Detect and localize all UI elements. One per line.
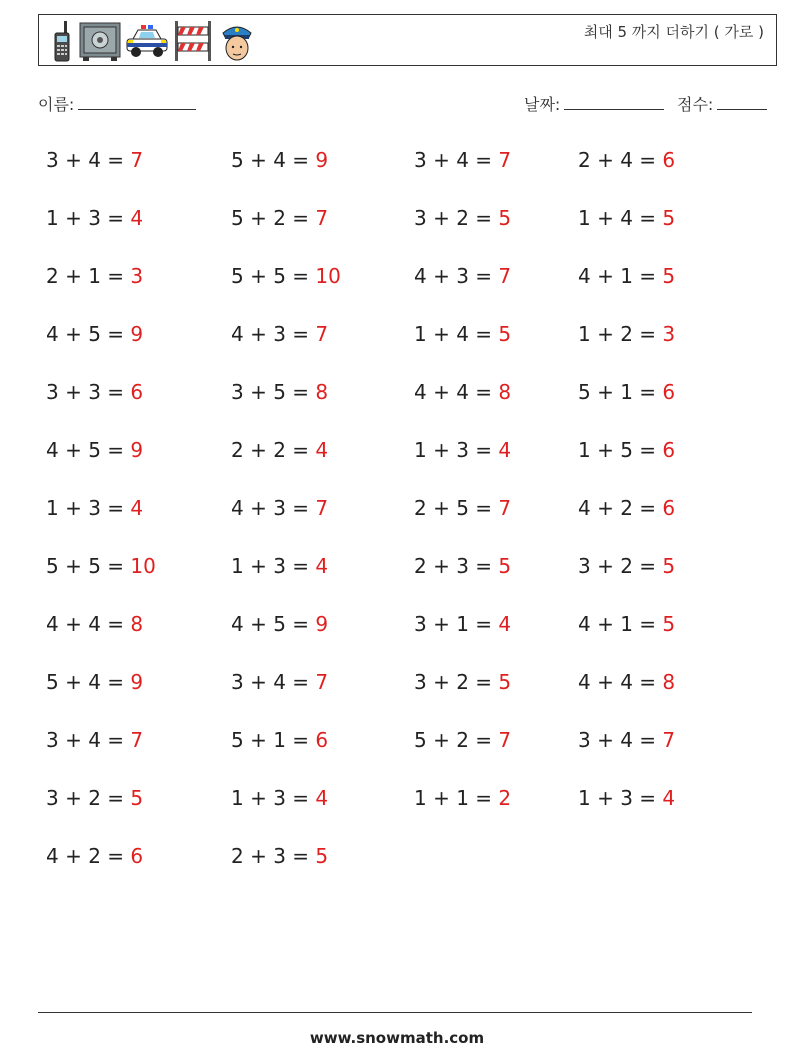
problem-answer: 4 (315, 438, 329, 462)
problem-answer: 7 (315, 322, 329, 346)
problem-expression: 3 + 2 = (46, 786, 131, 810)
problem-expression: 1 + 3 = (414, 438, 499, 462)
problem-item (578, 380, 675, 404)
problem-item (414, 554, 511, 578)
problem-expression: 1 + 3 = (231, 786, 316, 810)
problem-answer: 9 (315, 148, 329, 172)
problem-item (578, 438, 675, 462)
problem-expression: 4 + 4 = (46, 612, 131, 636)
problem-expression: 3 + 2 = (414, 206, 499, 230)
problem-answer: 9 (315, 612, 329, 636)
problem-expression: 1 + 3 = (46, 496, 131, 520)
problem-item (414, 438, 511, 462)
problem-item (414, 380, 511, 404)
problem-item (414, 728, 511, 752)
problem-item (46, 206, 143, 230)
problem-expression: 2 + 2 = (231, 438, 316, 462)
problem-item (578, 554, 675, 578)
problem-answer: 5 (315, 844, 329, 868)
problem-item (231, 148, 328, 172)
problem-expression: 3 + 4 = (578, 728, 663, 752)
problem-expression: 5 + 5 = (231, 264, 316, 288)
problem-item (231, 670, 328, 694)
problem-expression: 3 + 4 = (46, 148, 131, 172)
problem-item (231, 554, 328, 578)
problem-expression: 1 + 4 = (578, 206, 663, 230)
problem-answer: 5 (130, 786, 144, 810)
problem-answer: 6 (130, 844, 144, 868)
problem-item (414, 612, 511, 636)
problem-answer: 2 (498, 786, 512, 810)
problem-answer: 7 (498, 148, 512, 172)
problem-answer: 8 (498, 380, 512, 404)
problem-expression: 4 + 2 = (46, 844, 131, 868)
problem-expression: 5 + 5 = (46, 554, 131, 578)
score-label: 점수: (677, 95, 714, 114)
problem-expression: 3 + 1 = (414, 612, 499, 636)
problem-answer: 5 (662, 612, 676, 636)
problem-expression: 1 + 3 = (231, 554, 316, 578)
problem-item (231, 496, 328, 520)
problem-item (231, 728, 328, 752)
problem-expression: 1 + 3 = (578, 786, 663, 810)
problem-answer: 9 (130, 322, 144, 346)
problem-answer: 4 (315, 786, 329, 810)
problem-item (46, 554, 156, 578)
problem-answer: 4 (130, 206, 144, 230)
problem-expression: 2 + 5 = (414, 496, 499, 520)
problem-expression: 4 + 5 = (46, 322, 131, 346)
problem-answer: 7 (498, 728, 512, 752)
problem-expression: 1 + 2 = (578, 322, 663, 346)
problem-item (578, 206, 675, 230)
problem-item (231, 380, 328, 404)
problem-answer: 6 (662, 438, 676, 462)
problem-item (414, 786, 511, 810)
problem-expression: 2 + 3 = (231, 844, 316, 868)
problem-item (578, 786, 675, 810)
problem-answer: 7 (130, 148, 144, 172)
problem-expression: 4 + 4 = (414, 380, 499, 404)
problem-item (578, 496, 675, 520)
problem-expression: 4 + 5 = (231, 612, 316, 636)
problem-answer: 5 (498, 206, 512, 230)
problem-item (578, 612, 675, 636)
problem-expression: 1 + 4 = (414, 322, 499, 346)
problem-answer: 6 (130, 380, 144, 404)
problem-item (231, 264, 341, 288)
problem-item (578, 728, 675, 752)
problem-item (231, 206, 328, 230)
problem-expression: 3 + 2 = (414, 670, 499, 694)
problem-expression: 3 + 2 = (578, 554, 663, 578)
problem-expression: 5 + 4 = (46, 670, 131, 694)
problem-expression: 5 + 1 = (231, 728, 316, 752)
date-label: 날짜: (524, 95, 561, 114)
problem-answer: 6 (315, 728, 329, 752)
problem-answer: 5 (498, 670, 512, 694)
problem-answer: 7 (315, 670, 329, 694)
problem-answer: 6 (662, 380, 676, 404)
problem-item (414, 496, 511, 520)
problem-expression: 5 + 2 = (414, 728, 499, 752)
problem-answer: 5 (662, 206, 676, 230)
problem-item (46, 728, 143, 752)
problem-expression: 4 + 5 = (46, 438, 131, 462)
problem-item (46, 380, 143, 404)
problem-item (414, 206, 511, 230)
problem-item (414, 264, 511, 288)
problem-expression: 5 + 1 = (578, 380, 663, 404)
problem-answer: 4 (498, 612, 512, 636)
problem-answer: 5 (662, 264, 676, 288)
problem-item (231, 438, 328, 462)
problem-item (46, 786, 143, 810)
problem-item (578, 322, 675, 346)
problem-expression: 4 + 1 = (578, 612, 663, 636)
problem-answer: 6 (662, 148, 676, 172)
problem-answer: 5 (498, 322, 512, 346)
problem-answer: 7 (662, 728, 676, 752)
name-label: 이름: (38, 95, 75, 114)
problem-expression: 5 + 4 = (231, 148, 316, 172)
problem-answer: 8 (662, 670, 676, 694)
problem-answer: 7 (498, 496, 512, 520)
problem-answer: 6 (662, 496, 676, 520)
problem-expression: 3 + 5 = (231, 380, 316, 404)
problem-item (231, 786, 328, 810)
problem-answer: 4 (662, 786, 676, 810)
problem-answer: 9 (130, 670, 144, 694)
problem-expression: 2 + 4 = (578, 148, 663, 172)
footer-divider (38, 1012, 752, 1013)
problem-expression: 4 + 3 = (231, 322, 316, 346)
problem-item (231, 612, 328, 636)
problem-answer: 5 (498, 554, 512, 578)
problem-item (46, 670, 143, 694)
problem-answer: 9 (130, 438, 144, 462)
problem-answer: 3 (662, 322, 676, 346)
problem-item (46, 322, 143, 346)
problem-answer: 7 (130, 728, 144, 752)
problem-expression: 1 + 5 = (578, 438, 663, 462)
problem-answer: 5 (662, 554, 676, 578)
problem-expression: 3 + 3 = (46, 380, 131, 404)
problem-expression: 4 + 4 = (578, 670, 663, 694)
problem-answer: 4 (498, 438, 512, 462)
problem-item (414, 670, 511, 694)
problem-item (578, 264, 675, 288)
problem-expression: 1 + 3 = (46, 206, 131, 230)
problem-expression: 4 + 3 = (414, 264, 499, 288)
problem-item (578, 148, 675, 172)
problem-expression: 2 + 3 = (414, 554, 499, 578)
problem-item (46, 612, 143, 636)
problem-item (414, 148, 511, 172)
problem-expression: 4 + 2 = (578, 496, 663, 520)
problem-item (414, 322, 511, 346)
problem-item (578, 670, 675, 694)
problem-expression: 1 + 1 = (414, 786, 499, 810)
problem-answer: 4 (315, 554, 329, 578)
problem-item (46, 438, 143, 462)
problem-expression: 5 + 2 = (231, 206, 316, 230)
problem-item (231, 322, 328, 346)
problem-expression: 3 + 4 = (414, 148, 499, 172)
problem-answer: 8 (315, 380, 329, 404)
problem-answer: 3 (130, 264, 144, 288)
problem-item (231, 844, 328, 868)
footer-url: www.snowmath.com (309, 1029, 485, 1047)
problem-expression: 3 + 4 = (46, 728, 131, 752)
problem-expression: 3 + 4 = (231, 670, 316, 694)
problem-answer: 10 (315, 264, 341, 288)
problem-answer: 4 (130, 496, 144, 520)
problem-answer: 8 (130, 612, 144, 636)
problem-expression: 4 + 1 = (578, 264, 663, 288)
problem-item (46, 148, 143, 172)
problem-answer: 10 (130, 554, 156, 578)
problem-expression: 2 + 1 = (46, 264, 131, 288)
problem-item (46, 844, 143, 868)
worksheet-title: 최대 5 까지 더하기 ( 가로 ) (583, 23, 764, 41)
problem-answer: 7 (315, 496, 329, 520)
problem-item (46, 264, 143, 288)
problem-answer: 7 (498, 264, 512, 288)
problem-answer: 7 (315, 206, 329, 230)
problem-expression: 4 + 3 = (231, 496, 316, 520)
problem-item (46, 496, 143, 520)
